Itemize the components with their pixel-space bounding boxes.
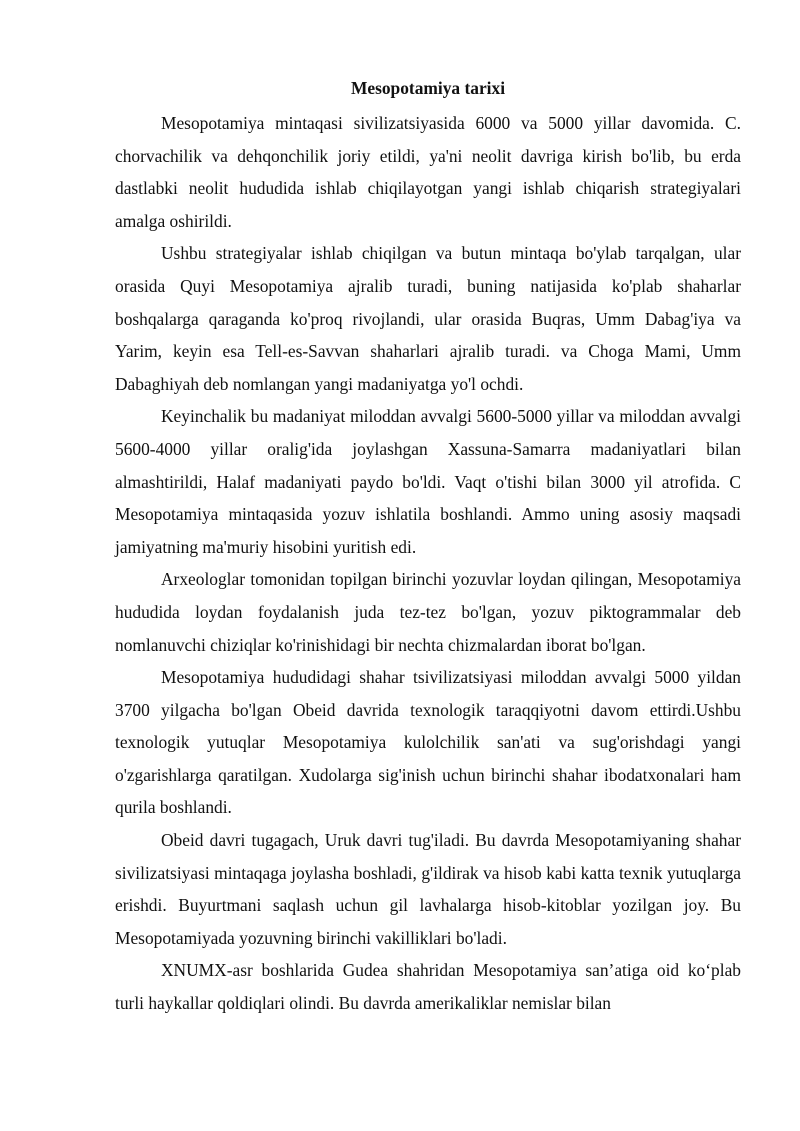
paragraph-1: Mesopotamiya mintaqasi sivilizatsiyasida 6000 va 5000 yillar davomida. C. chorvachilik va dehqonchilik joriy etildi, ya'ni neolit davriga kirish bo'lib, bu erda dastlabki neolit hududida ishlab chiqilayotgan yangi ishlab chiqarish strategiyalari amalga oshirildi. bbox=[115, 113, 741, 231]
paragraph-2: Ushbu strategiyalar ishlab chiqilgan va butun mintaqa bo'ylab tarqalgan, ular orasida Quyi Mesopotamiya ajralib turadi, buning natijasida ko'plab shaharlar boshqalarga qaraganda ko'proq rivojlandi, ular orasida Buqras, Umm Dabag'iya va Yarim, keyin esa Tell-es-Savvan shaharlari ajralib turadi. va Choga Mami, Umm Dabaghiyah deb nomlangan yangi madaniyatga yo'l ochdi. bbox=[115, 243, 741, 394]
paragraph-5: Mesopotamiya hududidagi shahar tsivilizatsiyasi miloddan avvalgi 5000 yildan 3700 yilgacha bo'lgan Obeid davrida texnologik taraqqiyotni davom ettirdi.Ushbu texnologik yutuqlar Mesopotamiya kulolchilik san'ati va sug'orishdagi yangi o'zgarishlarga qaratilgan. Xudolarga sig'inish uchun birinchi shahar ibodatxonalari ham qurila boshlandi. bbox=[115, 667, 741, 818]
paragraph-4: Arxeologlar tomonidan topilgan birinchi yozuvlar loydan qilingan, Mesopotamiya hududida loydan foydalanish juda tez-tez bo'lgan, yozuv piktogrammalar deb nomlanuvchi chiziqlar ko'rinishidagi bir nechta chizmalardan iborat bo'lgan. bbox=[115, 569, 741, 655]
document-title: Mesopotamiya tarixi bbox=[350, 78, 506, 98]
paragraph-7: XNUMX-asr boshlarida Gudea shahridan Mesopotamiya san’atiga oid ko‘plab turli haykallar qoldiqlari olindi. Bu davrda amerikaliklar nemislar bilan bbox=[115, 960, 741, 1014]
document-body bbox=[115, 76, 741, 1020]
paragraph-3: Keyinchalik bu madaniyat miloddan avvalgi 5600-5000 yillar va miloddan avvalgi 5600-4000 yillar oralig'ida joylashgan Xassuna-Samarra madaniyatlari bilan almashtirildi, Halaf madaniyati paydo bo'ldi. Vaqt o'tishi bilan 3000 yil atrofida. C Mesopotamiya mintaqasida yozuv ishlatila boshlandi. Ammo uning asosiy maqsadi jamiyatning ma'muriy hisobini yuritish edi. bbox=[115, 406, 741, 557]
paragraph-6: Obeid davri tugagach, Uruk davri tug'iladi. Bu davrda Mesopotamiyaning shahar sivilizatsiyasi mintaqaga joylasha boshladi, g'ildirak va hisob kabi katta texnik yutuqlarga erishdi. Buyurtmani saqlash uchun gil lavhalarga hisob-kitoblar yozilgan joy. Bu Mesopotamiyada yozuvning birinchi vakilliklari bo'ladi. bbox=[115, 830, 741, 948]
